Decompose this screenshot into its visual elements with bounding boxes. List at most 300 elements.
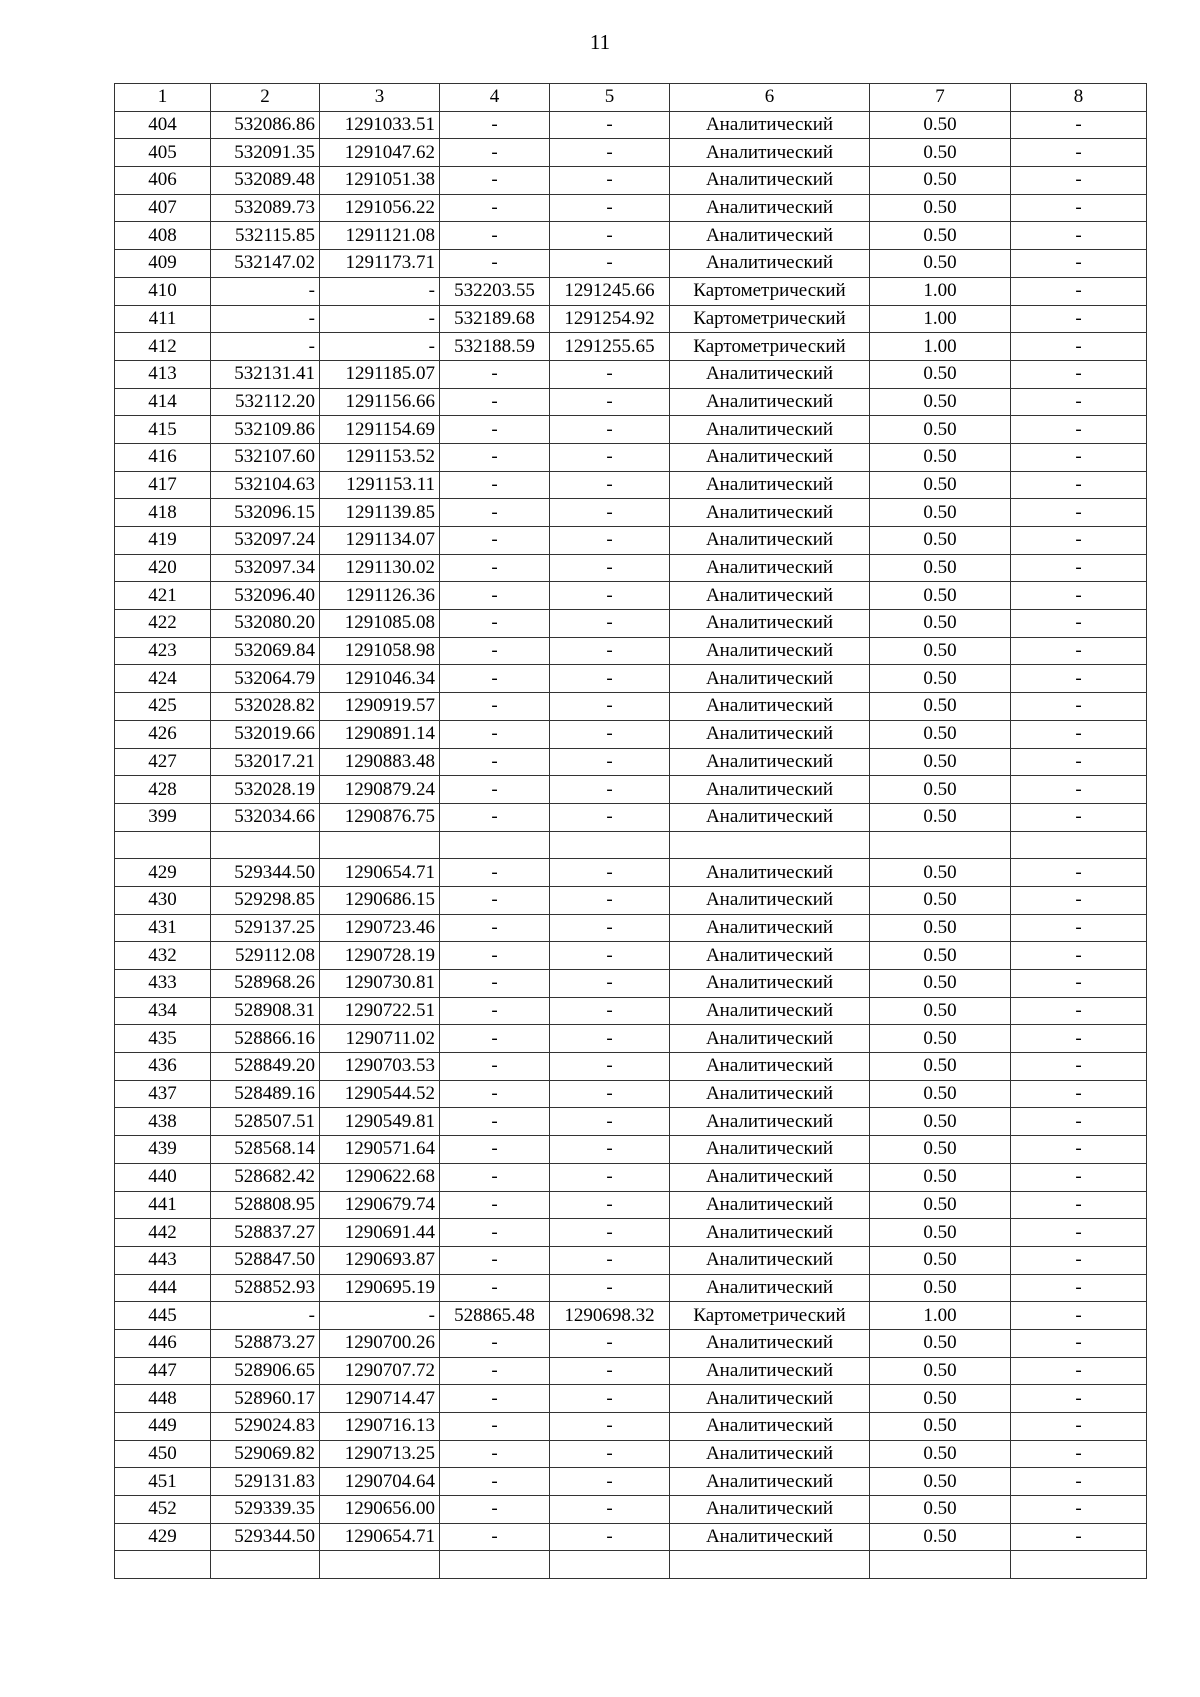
y-coordinate-alt-cell: - — [550, 1329, 670, 1357]
x-coordinate-cell: 529298.85 — [211, 886, 320, 914]
method-cell: Аналитический — [670, 914, 870, 942]
x-coordinate-cell: 529344.50 — [211, 859, 320, 887]
note-cell: - — [1011, 388, 1147, 416]
method-cell: Аналитический — [670, 748, 870, 776]
point-number-cell: 429 — [115, 859, 211, 887]
accuracy-cell: 0.50 — [870, 1274, 1011, 1302]
method-cell: Аналитический — [670, 582, 870, 610]
note-cell: - — [1011, 1163, 1147, 1191]
method-cell: Аналитический — [670, 720, 870, 748]
column-header: 8 — [1011, 84, 1147, 112]
y-coordinate-cell: 1291154.69 — [320, 416, 440, 444]
x-coordinate-cell: 528968.26 — [211, 970, 320, 998]
table-row — [115, 1053, 1147, 1081]
y-coordinate-cell: - — [320, 333, 440, 361]
table-row — [115, 1468, 1147, 1496]
point-number-cell: 429 — [115, 1523, 211, 1551]
point-number-cell: 452 — [115, 1496, 211, 1524]
accuracy-cell: 0.50 — [870, 416, 1011, 444]
accuracy-cell: 0.50 — [870, 1385, 1011, 1413]
point-number-cell: 434 — [115, 997, 211, 1025]
x-coordinate-cell: 528960.17 — [211, 1385, 320, 1413]
method-cell: Аналитический — [670, 222, 870, 250]
x-coordinate-cell: 529112.08 — [211, 942, 320, 970]
accuracy-cell: 0.50 — [870, 1357, 1011, 1385]
accuracy-cell: 0.50 — [870, 859, 1011, 887]
x-coordinate-alt-cell: - — [440, 1357, 550, 1385]
y-coordinate-alt-cell: - — [550, 139, 670, 167]
note-cell: - — [1011, 167, 1147, 195]
method-cell — [670, 831, 870, 859]
accuracy-cell: 1.00 — [870, 305, 1011, 333]
accuracy-cell: 0.50 — [870, 554, 1011, 582]
table-row — [115, 1163, 1147, 1191]
accuracy-cell: 0.50 — [870, 1136, 1011, 1164]
y-coordinate-alt-cell: - — [550, 1163, 670, 1191]
y-coordinate-alt-cell — [550, 831, 670, 859]
y-coordinate-cell: 1291058.98 — [320, 637, 440, 665]
note-cell: - — [1011, 942, 1147, 970]
table-row — [115, 1329, 1147, 1357]
method-cell: Аналитический — [670, 167, 870, 195]
table-body — [115, 111, 1147, 1578]
accuracy-cell: 1.00 — [870, 277, 1011, 305]
x-coordinate-alt-cell — [440, 1551, 550, 1579]
table-row — [115, 443, 1147, 471]
x-coordinate-cell: 532131.41 — [211, 360, 320, 388]
note-cell: - — [1011, 1357, 1147, 1385]
note-cell: - — [1011, 1385, 1147, 1413]
x-coordinate-cell: 528852.93 — [211, 1274, 320, 1302]
table-row — [115, 388, 1147, 416]
table-row — [115, 997, 1147, 1025]
note-cell: - — [1011, 720, 1147, 748]
y-coordinate-cell: 1290622.68 — [320, 1163, 440, 1191]
y-coordinate-cell: 1291153.11 — [320, 471, 440, 499]
note-cell: - — [1011, 859, 1147, 887]
y-coordinate-alt-cell: - — [550, 554, 670, 582]
point-number-cell: 446 — [115, 1329, 211, 1357]
accuracy-cell: 0.50 — [870, 693, 1011, 721]
x-coordinate-alt-cell: - — [440, 859, 550, 887]
x-coordinate-alt-cell: - — [440, 776, 550, 804]
note-cell: - — [1011, 1191, 1147, 1219]
accuracy-cell: 0.50 — [870, 803, 1011, 831]
y-coordinate-alt-cell — [550, 1551, 670, 1579]
x-coordinate-alt-cell: - — [440, 388, 550, 416]
y-coordinate-alt-cell: - — [550, 1219, 670, 1247]
y-coordinate-cell: 1290730.81 — [320, 970, 440, 998]
y-coordinate-cell: 1290716.13 — [320, 1413, 440, 1441]
point-number-cell: 435 — [115, 1025, 211, 1053]
note-cell: - — [1011, 499, 1147, 527]
x-coordinate-alt-cell: - — [440, 111, 550, 139]
y-coordinate-cell: 1291051.38 — [320, 167, 440, 195]
y-coordinate-cell: 1290883.48 — [320, 748, 440, 776]
x-coordinate-cell: 532089.73 — [211, 194, 320, 222]
y-coordinate-alt-cell: - — [550, 1357, 670, 1385]
method-cell: Аналитический — [670, 1496, 870, 1524]
method-cell: Аналитический — [670, 554, 870, 582]
x-coordinate-alt-cell: - — [440, 1191, 550, 1219]
table-row — [115, 499, 1147, 527]
table-row — [115, 1385, 1147, 1413]
x-coordinate-alt-cell: - — [440, 914, 550, 942]
y-coordinate-cell: 1290919.57 — [320, 693, 440, 721]
note-cell: - — [1011, 776, 1147, 804]
y-coordinate-cell: 1290879.24 — [320, 776, 440, 804]
method-cell: Аналитический — [670, 665, 870, 693]
table-row — [115, 831, 1147, 859]
note-cell: - — [1011, 1468, 1147, 1496]
table-row — [115, 1274, 1147, 1302]
x-coordinate-cell: 528873.27 — [211, 1329, 320, 1357]
accuracy-cell: 0.50 — [870, 1219, 1011, 1247]
y-coordinate-alt-cell: - — [550, 1274, 670, 1302]
point-number-cell: 417 — [115, 471, 211, 499]
method-cell: Аналитический — [670, 693, 870, 721]
y-coordinate-cell: 1291185.07 — [320, 360, 440, 388]
note-cell: - — [1011, 748, 1147, 776]
x-coordinate-cell: 529339.35 — [211, 1496, 320, 1524]
page-number: 11 — [589, 30, 611, 54]
y-coordinate-alt-cell: - — [550, 1440, 670, 1468]
x-coordinate-alt-cell: - — [440, 1108, 550, 1136]
y-coordinate-alt-cell: - — [550, 471, 670, 499]
note-cell: - — [1011, 222, 1147, 250]
x-coordinate-cell: 532069.84 — [211, 637, 320, 665]
method-cell — [670, 1551, 870, 1579]
point-number-cell: 425 — [115, 693, 211, 721]
note-cell: - — [1011, 1108, 1147, 1136]
accuracy-cell: 0.50 — [870, 167, 1011, 195]
x-coordinate-cell: 528682.42 — [211, 1163, 320, 1191]
method-cell: Аналитический — [670, 1219, 870, 1247]
x-coordinate-cell: 528906.65 — [211, 1357, 320, 1385]
note-cell: - — [1011, 333, 1147, 361]
point-number-cell — [115, 831, 211, 859]
method-cell: Аналитический — [670, 194, 870, 222]
y-coordinate-alt-cell: - — [550, 250, 670, 278]
x-coordinate-cell: 532097.34 — [211, 554, 320, 582]
y-coordinate-cell: 1290707.72 — [320, 1357, 440, 1385]
y-coordinate-cell: 1290695.19 — [320, 1274, 440, 1302]
x-coordinate-cell: 532147.02 — [211, 250, 320, 278]
y-coordinate-cell: 1291085.08 — [320, 610, 440, 638]
y-coordinate-alt-cell: - — [550, 499, 670, 527]
method-cell: Аналитический — [670, 416, 870, 444]
y-coordinate-alt-cell: - — [550, 582, 670, 610]
accuracy-cell: 0.50 — [870, 1163, 1011, 1191]
y-coordinate-alt-cell: - — [550, 803, 670, 831]
method-cell: Картометрический — [670, 1302, 870, 1330]
method-cell: Картометрический — [670, 277, 870, 305]
accuracy-cell: 0.50 — [870, 139, 1011, 167]
x-coordinate-cell: 532096.40 — [211, 582, 320, 610]
y-coordinate-alt-cell: 1291245.66 — [550, 277, 670, 305]
y-coordinate-alt-cell: - — [550, 222, 670, 250]
x-coordinate-alt-cell: - — [440, 582, 550, 610]
x-coordinate-alt-cell: - — [440, 1080, 550, 1108]
y-coordinate-alt-cell: - — [550, 748, 670, 776]
accuracy-cell: 0.50 — [870, 776, 1011, 804]
y-coordinate-alt-cell: - — [550, 167, 670, 195]
accuracy-cell: 0.50 — [870, 1413, 1011, 1441]
y-coordinate-cell: 1291156.66 — [320, 388, 440, 416]
y-coordinate-alt-cell: - — [550, 1496, 670, 1524]
accuracy-cell: 0.50 — [870, 527, 1011, 555]
table-row — [115, 886, 1147, 914]
y-coordinate-cell: 1291121.08 — [320, 222, 440, 250]
x-coordinate-cell: 532089.48 — [211, 167, 320, 195]
accuracy-cell: 0.50 — [870, 1468, 1011, 1496]
y-coordinate-cell: - — [320, 305, 440, 333]
method-cell: Картометрический — [670, 333, 870, 361]
method-cell: Аналитический — [670, 1468, 870, 1496]
x-coordinate-alt-cell: - — [440, 1496, 550, 1524]
table-row — [115, 360, 1147, 388]
x-coordinate-alt-cell: - — [440, 1413, 550, 1441]
x-coordinate-cell: 528489.16 — [211, 1080, 320, 1108]
table-row — [115, 333, 1147, 361]
accuracy-cell: 0.50 — [870, 443, 1011, 471]
note-cell: - — [1011, 997, 1147, 1025]
column-header: 4 — [440, 84, 550, 112]
x-coordinate-cell: 532104.63 — [211, 471, 320, 499]
y-coordinate-cell: 1291130.02 — [320, 554, 440, 582]
y-coordinate-alt-cell: - — [550, 776, 670, 804]
accuracy-cell: 0.50 — [870, 1025, 1011, 1053]
y-coordinate-cell: 1290713.25 — [320, 1440, 440, 1468]
x-coordinate-cell: 532028.82 — [211, 693, 320, 721]
note-cell: - — [1011, 1274, 1147, 1302]
y-coordinate-cell: 1290723.46 — [320, 914, 440, 942]
point-number-cell: 426 — [115, 720, 211, 748]
y-coordinate-alt-cell: - — [550, 443, 670, 471]
y-coordinate-cell: 1290544.52 — [320, 1080, 440, 1108]
x-coordinate-alt-cell: - — [440, 1274, 550, 1302]
point-number-cell: 444 — [115, 1274, 211, 1302]
x-coordinate-cell: 529344.50 — [211, 1523, 320, 1551]
x-coordinate-alt-cell: - — [440, 360, 550, 388]
table-row — [115, 693, 1147, 721]
y-coordinate-cell — [320, 831, 440, 859]
x-coordinate-cell: 528507.51 — [211, 1108, 320, 1136]
y-coordinate-alt-cell: - — [550, 1385, 670, 1413]
table-row — [115, 1523, 1147, 1551]
column-header: 6 — [670, 84, 870, 112]
accuracy-cell: 0.50 — [870, 1246, 1011, 1274]
table-row — [115, 139, 1147, 167]
x-coordinate-alt-cell: - — [440, 610, 550, 638]
point-number-cell: 423 — [115, 637, 211, 665]
y-coordinate-alt-cell: - — [550, 1523, 670, 1551]
y-coordinate-alt-cell: - — [550, 997, 670, 1025]
table-row — [115, 1413, 1147, 1441]
x-coordinate-cell: 528849.20 — [211, 1053, 320, 1081]
y-coordinate-cell: - — [320, 1302, 440, 1330]
y-coordinate-alt-cell: - — [550, 859, 670, 887]
y-coordinate-cell: 1291173.71 — [320, 250, 440, 278]
method-cell: Аналитический — [670, 803, 870, 831]
x-coordinate-alt-cell: - — [440, 748, 550, 776]
table-row — [115, 167, 1147, 195]
accuracy-cell: 0.50 — [870, 637, 1011, 665]
table-row — [115, 1357, 1147, 1385]
method-cell: Аналитический — [670, 942, 870, 970]
y-coordinate-cell: 1290703.53 — [320, 1053, 440, 1081]
note-cell: - — [1011, 360, 1147, 388]
x-coordinate-alt-cell: 532203.55 — [440, 277, 550, 305]
x-coordinate-alt-cell: - — [440, 416, 550, 444]
method-cell: Аналитический — [670, 1523, 870, 1551]
x-coordinate-alt-cell: - — [440, 527, 550, 555]
y-coordinate-alt-cell: - — [550, 1108, 670, 1136]
note-cell: - — [1011, 471, 1147, 499]
point-number-cell: 407 — [115, 194, 211, 222]
point-number-cell: 399 — [115, 803, 211, 831]
y-coordinate-alt-cell: - — [550, 886, 670, 914]
method-cell: Аналитический — [670, 637, 870, 665]
method-cell: Аналитический — [670, 471, 870, 499]
note-cell: - — [1011, 527, 1147, 555]
point-number-cell: 437 — [115, 1080, 211, 1108]
x-coordinate-alt-cell: - — [440, 471, 550, 499]
note-cell: - — [1011, 250, 1147, 278]
table-row — [115, 250, 1147, 278]
accuracy-cell: 0.50 — [870, 111, 1011, 139]
x-coordinate-cell: 528837.27 — [211, 1219, 320, 1247]
x-coordinate-cell: 529069.82 — [211, 1440, 320, 1468]
point-number-cell: 427 — [115, 748, 211, 776]
note-cell — [1011, 1551, 1147, 1579]
table-row — [115, 1219, 1147, 1247]
accuracy-cell: 0.50 — [870, 1440, 1011, 1468]
y-coordinate-alt-cell: - — [550, 970, 670, 998]
column-header: 3 — [320, 84, 440, 112]
accuracy-cell: 0.50 — [870, 582, 1011, 610]
y-coordinate-cell: 1290704.64 — [320, 1468, 440, 1496]
column-header: 5 — [550, 84, 670, 112]
method-cell: Аналитический — [670, 443, 870, 471]
note-cell: - — [1011, 610, 1147, 638]
note-cell: - — [1011, 914, 1147, 942]
y-coordinate-alt-cell: - — [550, 942, 670, 970]
method-cell: Аналитический — [670, 1440, 870, 1468]
y-coordinate-cell: 1290656.00 — [320, 1496, 440, 1524]
y-coordinate-alt-cell: - — [550, 1413, 670, 1441]
y-coordinate-cell: 1290891.14 — [320, 720, 440, 748]
note-cell: - — [1011, 1053, 1147, 1081]
method-cell: Аналитический — [670, 499, 870, 527]
x-coordinate-cell: 532107.60 — [211, 443, 320, 471]
table-row — [115, 1136, 1147, 1164]
note-cell: - — [1011, 637, 1147, 665]
table-row — [115, 1246, 1147, 1274]
point-number-cell: 418 — [115, 499, 211, 527]
method-cell: Аналитический — [670, 111, 870, 139]
accuracy-cell — [870, 1551, 1011, 1579]
x-coordinate-cell: 532080.20 — [211, 610, 320, 638]
x-coordinate-cell: 532086.86 — [211, 111, 320, 139]
y-coordinate-alt-cell: - — [550, 1468, 670, 1496]
y-coordinate-cell: 1291126.36 — [320, 582, 440, 610]
x-coordinate-cell: 528847.50 — [211, 1246, 320, 1274]
point-number-cell: 439 — [115, 1136, 211, 1164]
x-coordinate-cell — [211, 1551, 320, 1579]
point-number-cell: 445 — [115, 1302, 211, 1330]
x-coordinate-cell: 532097.24 — [211, 527, 320, 555]
accuracy-cell: 0.50 — [870, 1108, 1011, 1136]
note-cell: - — [1011, 886, 1147, 914]
note-cell: - — [1011, 416, 1147, 444]
point-number-cell: 443 — [115, 1246, 211, 1274]
method-cell: Картометрический — [670, 305, 870, 333]
y-coordinate-alt-cell: - — [550, 1246, 670, 1274]
note-cell: - — [1011, 443, 1147, 471]
note-cell: - — [1011, 1329, 1147, 1357]
point-number-cell: 441 — [115, 1191, 211, 1219]
y-coordinate-cell: 1291033.51 — [320, 111, 440, 139]
point-number-cell: 436 — [115, 1053, 211, 1081]
point-number-cell: 448 — [115, 1385, 211, 1413]
point-number-cell: 433 — [115, 970, 211, 998]
x-coordinate-alt-cell — [440, 831, 550, 859]
point-number-cell: 406 — [115, 167, 211, 195]
x-coordinate-alt-cell: - — [440, 997, 550, 1025]
y-coordinate-alt-cell: - — [550, 610, 670, 638]
x-coordinate-cell: - — [211, 333, 320, 361]
method-cell: Аналитический — [670, 970, 870, 998]
accuracy-cell: 0.50 — [870, 970, 1011, 998]
accuracy-cell: 0.50 — [870, 665, 1011, 693]
method-cell: Аналитический — [670, 139, 870, 167]
method-cell: Аналитический — [670, 1053, 870, 1081]
method-cell: Аналитический — [670, 1329, 870, 1357]
point-number-cell: 442 — [115, 1219, 211, 1247]
y-coordinate-cell: 1291046.34 — [320, 665, 440, 693]
x-coordinate-alt-cell: - — [440, 803, 550, 831]
y-coordinate-cell: 1290711.02 — [320, 1025, 440, 1053]
y-coordinate-alt-cell: - — [550, 527, 670, 555]
table-row — [115, 1496, 1147, 1524]
note-cell: - — [1011, 693, 1147, 721]
x-coordinate-alt-cell: 528865.48 — [440, 1302, 550, 1330]
y-coordinate-alt-cell: - — [550, 1080, 670, 1108]
accuracy-cell: 1.00 — [870, 1302, 1011, 1330]
table-row — [115, 416, 1147, 444]
note-cell: - — [1011, 1440, 1147, 1468]
x-coordinate-alt-cell: - — [440, 942, 550, 970]
accuracy-cell: 0.50 — [870, 914, 1011, 942]
x-coordinate-cell: 532034.66 — [211, 803, 320, 831]
table-row — [115, 111, 1147, 139]
table-row — [115, 194, 1147, 222]
x-coordinate-cell: 528568.14 — [211, 1136, 320, 1164]
method-cell: Аналитический — [670, 388, 870, 416]
point-number-cell: 421 — [115, 582, 211, 610]
x-coordinate-cell: 529024.83 — [211, 1413, 320, 1441]
x-coordinate-cell: 532091.35 — [211, 139, 320, 167]
x-coordinate-alt-cell: - — [440, 554, 550, 582]
column-header: 7 — [870, 84, 1011, 112]
y-coordinate-alt-cell: 1291255.65 — [550, 333, 670, 361]
table-row — [115, 610, 1147, 638]
x-coordinate-cell: 528808.95 — [211, 1191, 320, 1219]
accuracy-cell: 0.50 — [870, 1496, 1011, 1524]
column-header: 1 — [115, 84, 211, 112]
y-coordinate-alt-cell: - — [550, 1136, 670, 1164]
